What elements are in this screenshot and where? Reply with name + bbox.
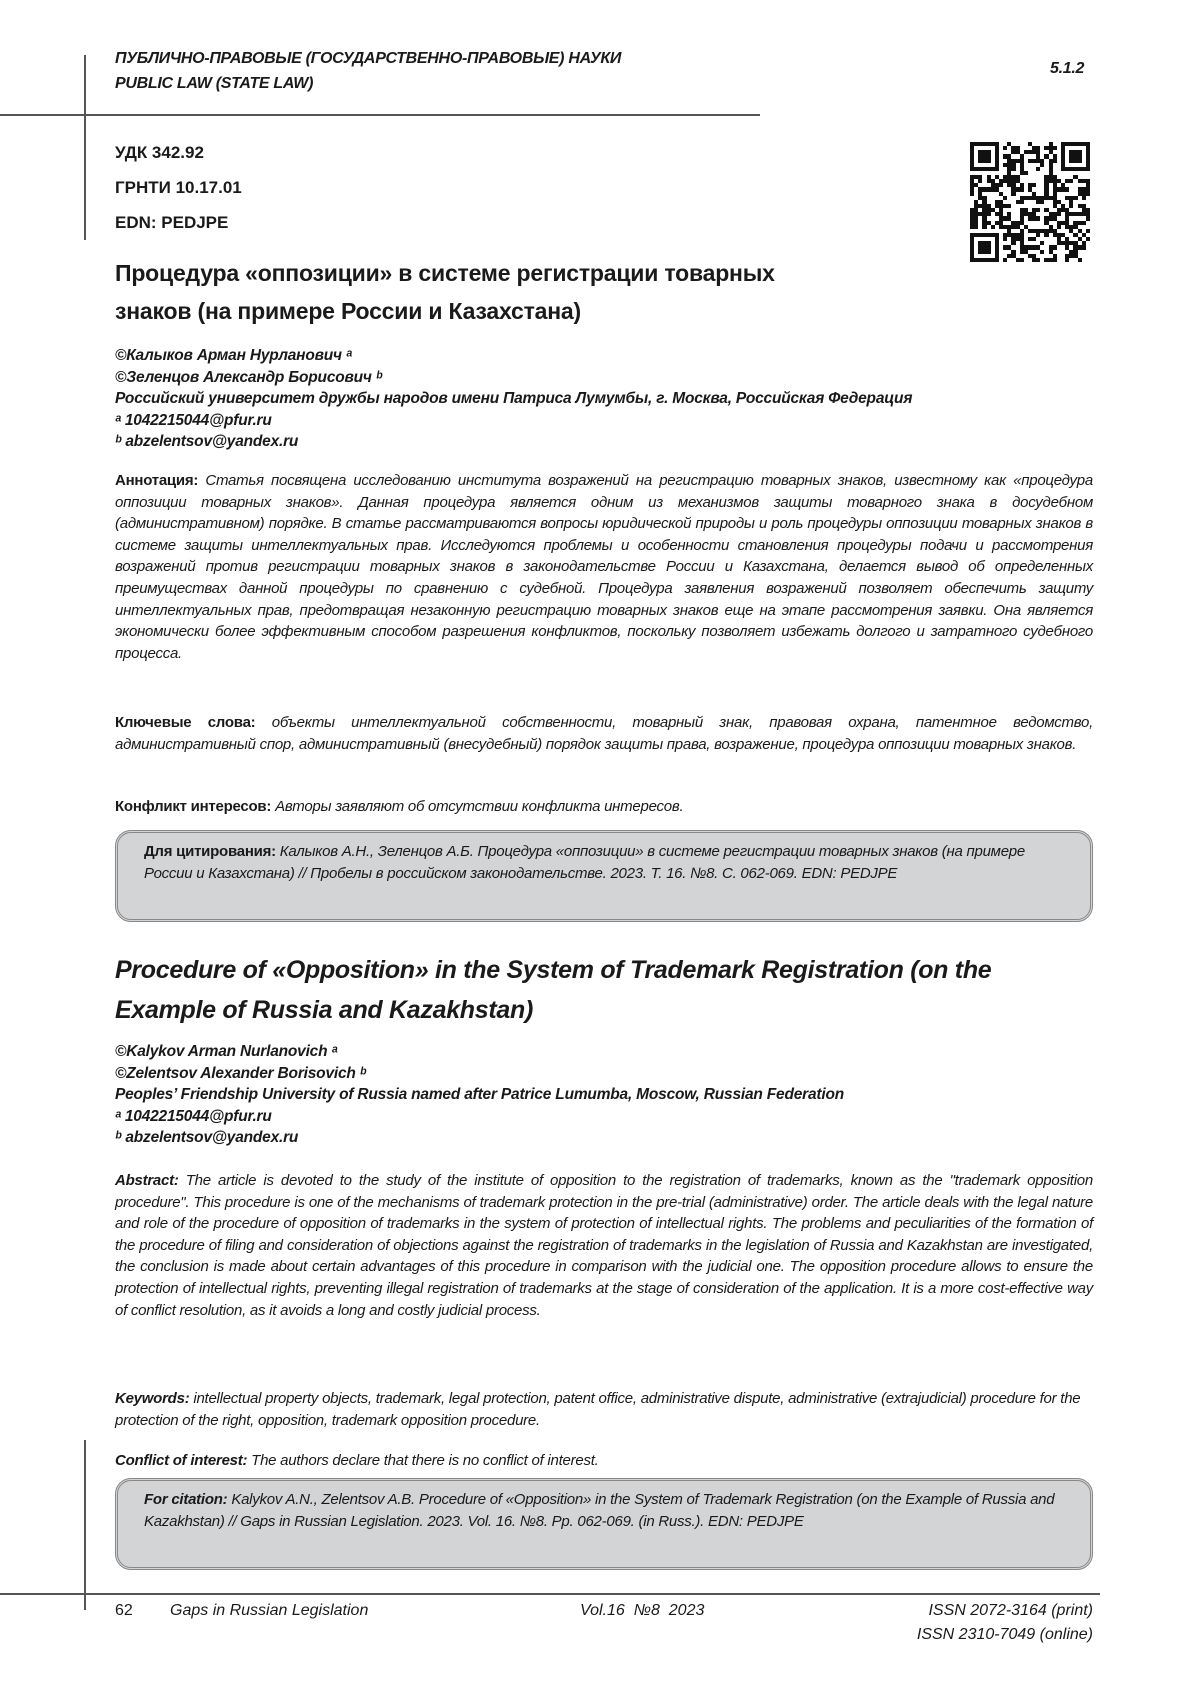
keywords-label: Ключевые слова: xyxy=(115,714,256,731)
author-line: ©Калыков Арман Нурланович ᵃ xyxy=(115,347,352,364)
author-line: ©Зеленцов Александр Борисович ᵇ xyxy=(115,368,383,386)
left-rule-bottom xyxy=(84,1440,86,1610)
title-line: Процедура «оппозиции» в системе регистрации товарных xyxy=(115,260,775,286)
page-number: 62 xyxy=(115,1602,133,1619)
abstract-label: Аннотация: xyxy=(115,472,199,489)
conflict-en xyxy=(115,1450,1093,1472)
citation-box-ru xyxy=(115,830,1093,922)
keywords-text: объекты интеллектуальной собственности, товарный знак, правовая охрана, патентное ведомство, административный спор, административный (внесудебный) порядок защиты права, возражение, процедура оппозиции товарных знаков. xyxy=(115,714,1093,753)
citation-label: Для цитирования: xyxy=(144,843,276,860)
citation-ru xyxy=(144,841,1064,884)
keywords-text: intellectual property objects, trademark, legal protection, patent office, administrative dispute, administrative (extrajudicial) procedure for the protection of the right, opposition, trademark opposition procedure. xyxy=(115,1390,1081,1429)
keywords-ru xyxy=(115,712,1093,755)
authors-ru xyxy=(115,345,1093,453)
edn: EDN: PEDJPE xyxy=(115,213,229,232)
affiliation: Peoples’ Friendship University of Russia named after Patrice Lumumba, Moscow, Russian Federation xyxy=(115,1086,845,1103)
section-title-en: PUBLIC LAW (STATE LAW) xyxy=(115,75,314,92)
journal-name: Gaps in Russian Legislation xyxy=(170,1602,369,1619)
email-link[interactable]: ᵃ 1042215044@pfur.ru xyxy=(115,411,272,429)
issn-print: ISSN 2072-3164 (print) xyxy=(928,1602,1093,1619)
conflict-text: Авторы заявляют об отсутствии конфликта интересов. xyxy=(271,798,684,815)
article-title-ru xyxy=(115,254,1093,330)
issue-info: Vol.16 №8 2023 xyxy=(580,1602,705,1619)
email-link[interactable]: ᵇ abzelentsov@yandex.ru xyxy=(115,1129,299,1146)
abstract-en xyxy=(115,1170,1093,1321)
email-link[interactable]: ᵃ 1042215044@pfur.ru xyxy=(115,1107,272,1125)
header-rule xyxy=(0,114,760,116)
email-link[interactable]: ᵇ abzelentsov@yandex.ru xyxy=(115,433,299,450)
author-line: ©Kalykov Arman Nurlanovich ᵃ xyxy=(115,1043,338,1060)
abstract-label: Abstract: xyxy=(115,1172,179,1189)
abstract-text: Статья посвящена исследованию института возражений на регистрацию товарных знаков, известному как «процедура оппозиции товарных знаков». Данная процедура является одним из механизмов защиты товарного знака в досудебном (административном) порядке. В статье рассматриваются вопросы юридической природы и роль процедуры оппозиции товарных знаков в системе защиты интеллектуальных прав. Исследуются проблемы и особенности становления процедуры подачи и рассмотрения возражений против регистрации товарных знаков в законодательстве России и Казахстана, делается вывод об определенных преимуществах данной процедуры по сравнению с судебной. Процедура заявления возражений позволяет обеспечить защиту интеллектуальных прав, предотвращая незаконную регистрацию товарных знаков еще на этапе рассмотрения заявки. Она является экономически более эффективным способом разрешения конфликтов, поскольку позволяет избежать долгого и затратного судебного процесса. xyxy=(115,472,1093,662)
keywords-en xyxy=(115,1388,1093,1431)
grnti: ГРНТИ 10.17.01 xyxy=(115,178,242,197)
citation-en xyxy=(144,1489,1064,1532)
citation-text: Калыков А.Н., Зеленцов А.Б. Процедура «оппозиции» в системе регистрации товарных знаков (на примере России и Казахстана) // Пробелы в российском законодательстве. 2023. Т. 16. №8. С. 062-069. EDN: PEDJPE xyxy=(144,843,1025,882)
left-rule-top xyxy=(84,55,86,240)
keywords-label: Keywords: xyxy=(115,1390,190,1407)
citation-label: For citation: xyxy=(144,1491,228,1508)
conflict-label: Conflict of interest: xyxy=(115,1452,248,1469)
conflict-ru xyxy=(115,796,1093,818)
affiliation: Российский университет дружбы народов имени Патриса Лумумбы, г. Москва, Российская Федерация xyxy=(115,390,913,407)
abstract-ru xyxy=(115,470,1093,664)
issn-online: ISSN 2310-7049 (online) xyxy=(916,1626,1093,1643)
authors-en xyxy=(115,1041,1093,1149)
conflict-label: Конфликт интересов: xyxy=(115,798,272,815)
author-line: ©Zelentsov Alexander Borisovich ᵇ xyxy=(115,1064,367,1082)
citation-text: Kalykov A.N., Zelentsov A.B. Procedure of «Opposition» in the System of Trademark Registration (on the Example of Russia and Kazakhstan) // Gaps in Russian Legislation. 2023. Vol. 16. №8. Pp. 062-069. (in Russ.). EDN: PEDJPE xyxy=(144,1491,1055,1530)
qr-code xyxy=(970,142,1090,262)
abstract-text: The article is devoted to the study of the institute of opposition to the registration of trademarks, known as the "trademark opposition procedure". This procedure is one of the mechanisms of trademark protection in the pre-trial (administrative) order. The article deals with the legal nature and role of the procedure of opposition of trademarks in the system of protection of intellectual rights. The problems and peculiarities of the formation of the procedure of filing and consideration of objections against the registration of trademarks in the legislation of Russia and Kazakhstan are investigated, the conclusion is made about certain advantages of this procedure in comparison with the judicial one. The opposition procedure allows to ensure the protection of intellectual rights, preventing illegal registration of trademarks at the stage of consideration of the application. It is a more cost-effective way of conflict resolution, as it avoids a long and costly judicial process. xyxy=(115,1172,1093,1319)
udk: УДК 342.92 xyxy=(115,143,204,162)
footer-rule xyxy=(0,1593,1100,1595)
article-title-en xyxy=(115,950,1093,1030)
title-line: Example of Russia and Kazakhstan) xyxy=(115,996,534,1024)
citation-box-en xyxy=(115,1478,1093,1570)
specialty-code: 5.1.2 xyxy=(1050,60,1085,77)
title-line: Procedure of «Opposition» in the System of Trademark Registration (on the xyxy=(115,956,992,984)
section-title-ru: ПУБЛИЧНО-ПРАВОВЫЕ (ГОСУДАРСТВЕННО-ПРАВОВЫЕ) НАУКИ xyxy=(115,50,622,67)
conflict-text: The authors declare that there is no conflict of interest. xyxy=(247,1452,599,1469)
title-line: знаков (на примере России и Казахстана) xyxy=(115,298,581,324)
